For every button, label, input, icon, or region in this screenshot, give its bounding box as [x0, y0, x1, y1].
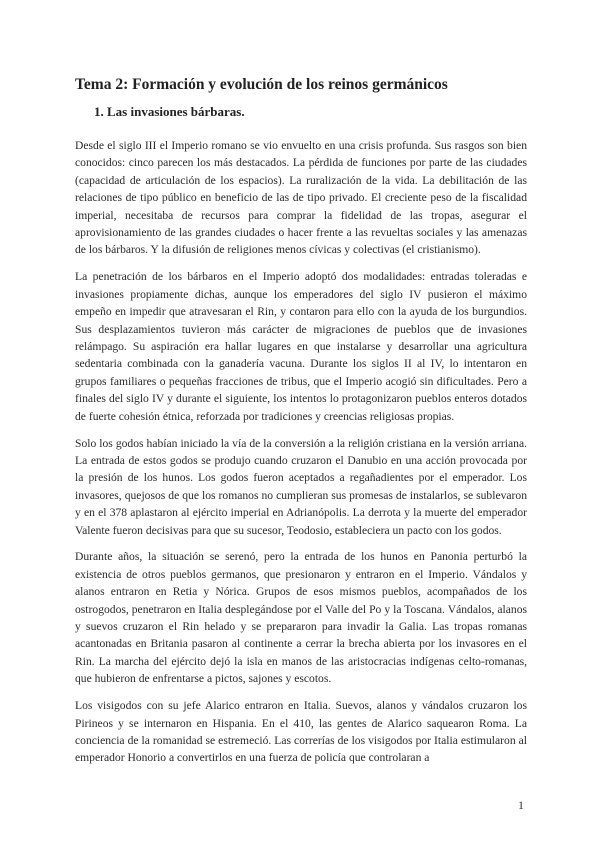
paragraph: La penetración de los bárbaros en el Imperio adoptó dos modalidades: entradas toleradas e invasiones propiamente dichas, aunque los emperadores del siglo IV pusieron el máximo empeño en impedir que atravesaran el Rin, y contaron para ello con la ayuda de los burgundios. Sus desplazamientos tuvieron más carácter de migraciones de pueblos que de invasiones relámpago. Su aspiración era hallar lugares en que instalarse y desarrollar una agricultura sedentaria combinada con la ganadería vacuna. Durante los siglos II al IV, lo intentaron en grupos familiares o pequeñas fracciones de tribus, que el Imperio acogió sin dificultades. Pero a finales del siglo IV y durante el siguiente, los intentos lo protagonizaron pueblos enteros dotados de fuerte cohesión étnica, reforzada por tradiciones y creencias religiosas propias. [75, 270, 527, 423]
section-heading: 1. Las invasiones bárbaras. [94, 104, 245, 119]
document-body [75, 137, 527, 776]
document-title: Tema 2: Formación y evolución de los reinos germánicos [75, 76, 448, 93]
paragraph: Los visigodos con su jefe Alarico entraron en Italia. Suevos, alanos y vándalos cruzaron los Pirineos y se internaron en Hispania. En el 410, las gentes de Alarico saquearon Roma. La conciencia de la romanidad se estremeció. Las correrías de los visigodos por Italia estimularon al emperador Honorio a convertirlos en una fuerza de policía que controlaran a [75, 699, 527, 765]
paragraph: Durante años, la situación se serenó, pero la entrada de los hunos en Panonia perturbó la existencia de otros pueblos germanos, que presionaron y entraron en el Imperio. Vándalos y alanos entraron en Retia y Nórica. Grupos de esos mismos pueblos, acompañados de los ostrogodos, penetraron en Italia desplegándose por el Valle del Po y la Toscana. Vándalos, alanos y suevos cruzaron el Rin helado y se prepararon para invadir la Galia. Las tropas romanas acantonadas en Britania pasaron al continente a cerrar la brecha abierta por los invasores en el Rin. La marcha del ejército dejó la isla en manos de las aristocracias indígenas celto-romanas, que hubieron de enfrentarse a pictos, sajones y escotos. [75, 550, 527, 686]
page-number: 1 [518, 798, 524, 812]
paragraph: Desde el siglo III el Imperio romano se vio envuelto en una crisis profunda. Sus rasgos son bien conocidos: cinco parecen los más destacados. La pérdida de funciones por parte de las ciudades (capacidad de articulación de los espacios). La ruralización de la vida. La debilitación de las relaciones de tipo público en beneficio de las de tipo privado. El creciente peso de la fiscalidad imperial, necesitaba de recursos para comprar la fidelidad de las tropas, asegurar el aprovisionamiento de las grandes ciudades o hacer frente a las revueltas sociales y las amenazas de los bárbaros. Y la difusión de religiones menos cívicas y colectivas (el cristianismo). [75, 139, 527, 257]
paragraph: Solo los godos habían iniciado la vía de la conversión a la religión cristiana en la versión arriana. La entrada de estos godos se produjo cuando cruzaron el Danubio en una acción provocada por la presión de los hunos. Los godos fueron aceptados a regañadientes por el emperador. Los invasores, quejosos de que los romanos no cumplieran sus promesas de instalarlos, se sublevaron y en el 378 aplastaron al ejército imperial en Adrianópolis. La derrota y la muerte del emperador Valente fueron decisivas para que su sucesor, Teodosio, estableciera un pacto con los godos. [75, 436, 527, 537]
